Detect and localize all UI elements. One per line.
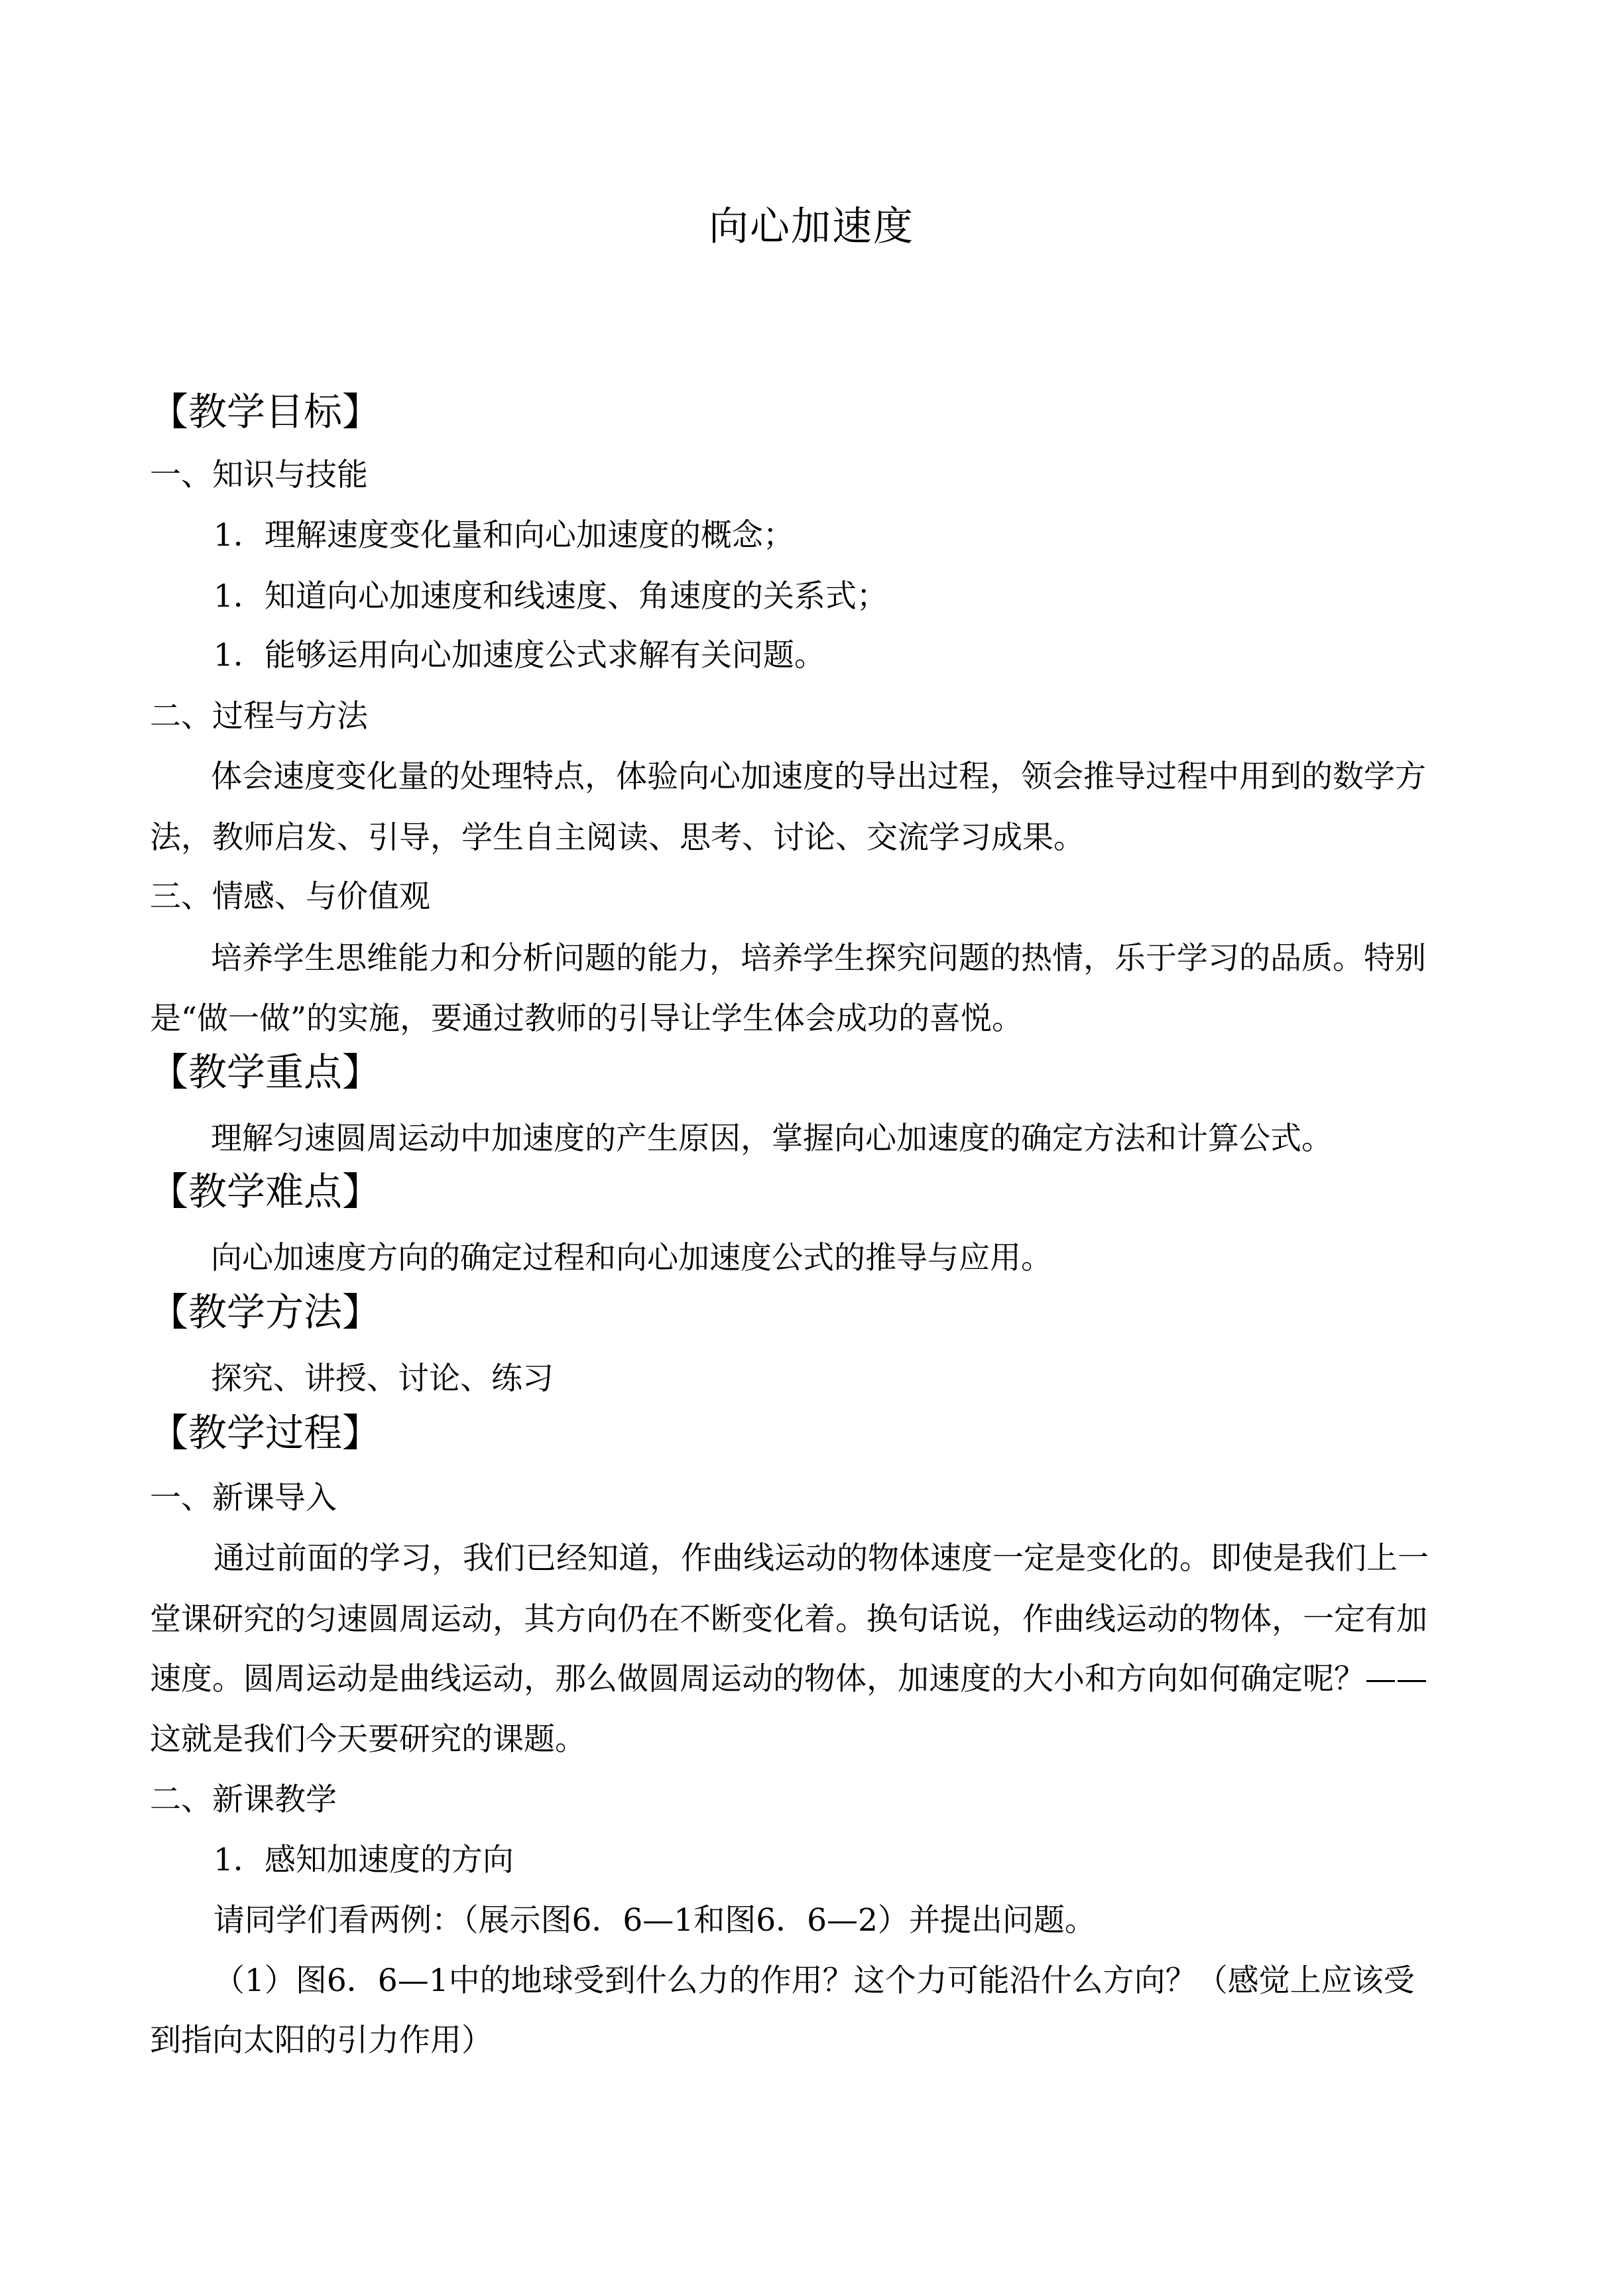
teaching-sub1: 1．感知加速度的方向 [213, 1842, 514, 1878]
intro-line-1: 通过前面的学习，我们已经知道，作曲线运动的物体速度一定是变化的。即使是我们上一 [213, 1540, 1429, 1577]
objectives-heading: 【教学目标】 [150, 389, 381, 434]
emotion-values-line-2: 是“做一做”的实施，要通过教师的引导让学生体会成功的喜悦。 [150, 1000, 1024, 1037]
new-lesson-intro-label: 一、新课导入 [150, 1480, 337, 1516]
objective-item-1: 1．理解速度变化量和向心加速度的概念； [213, 517, 794, 554]
methods-text: 探究、讲授、讨论、练习 [211, 1360, 554, 1397]
process-method-label: 二、过程与方法 [150, 698, 368, 735]
knowledge-skills-label: 一、知识与技能 [150, 457, 368, 493]
emotion-values-label: 三、情感、与价值观 [150, 878, 430, 915]
intro-line-3: 速度。圆周运动是曲线运动，那么做圆周运动的物体，加速度的大小和方向如何确定呢？—— [150, 1661, 1427, 1697]
methods-heading: 【教学方法】 [150, 1290, 381, 1335]
intro-line-2: 堂课研究的匀速圆周运动，其方向仍在不断变化着。换句话说，作曲线运动的物体，一定有加 [150, 1601, 1427, 1638]
teaching-sub1-text: 请同学们看两例：（展示图6．6—1和图6．6—2）并提出问题。 [213, 1902, 1096, 1939]
difficulties-text: 向心加速度方向的确定过程和向心加速度公式的推导与应用。 [211, 1240, 1052, 1276]
difficulties-heading: 【教学难点】 [150, 1169, 381, 1214]
process-method-line-1: 体会速度变化量的处理特点，体验向心加速度的导出过程，领会推导过程中用到的数学方 [211, 758, 1426, 795]
intro-line-4: 这就是我们今天要研究的课题。 [150, 1721, 586, 1758]
new-lesson-teaching-label: 二、新课教学 [150, 1782, 337, 1818]
question-1-line-1: （1）图6．6—1中的地球受到什么力的作用？这个力可能沿什么方向？（感觉上应该受 [213, 1963, 1415, 1999]
question-1-line-2: 到指向太阳的引力作用） [150, 2022, 493, 2059]
objective-item-3: 1．能够运用向心加速度公式求解有关问题。 [213, 637, 825, 674]
process-method-line-2: 法，教师启发、引导，学生自主阅读、思考、讨论、交流学习成果。 [150, 819, 1085, 856]
process-heading: 【教学过程】 [150, 1410, 381, 1455]
emotion-values-line-1: 培养学生思维能力和分析问题的能力，培养学生探究问题的热情，乐于学习的品质。特别 [211, 940, 1426, 977]
document-title: 向心加速度 [709, 204, 914, 250]
objective-item-2: 1．知道向心加速度和线速度、角速度的关系式； [213, 578, 888, 615]
key-points-text: 理解匀速圆周运动中加速度的产生原因，掌握向心加速度的确定方法和计算公式。 [211, 1120, 1333, 1157]
key-points-heading: 【教学重点】 [150, 1050, 381, 1095]
